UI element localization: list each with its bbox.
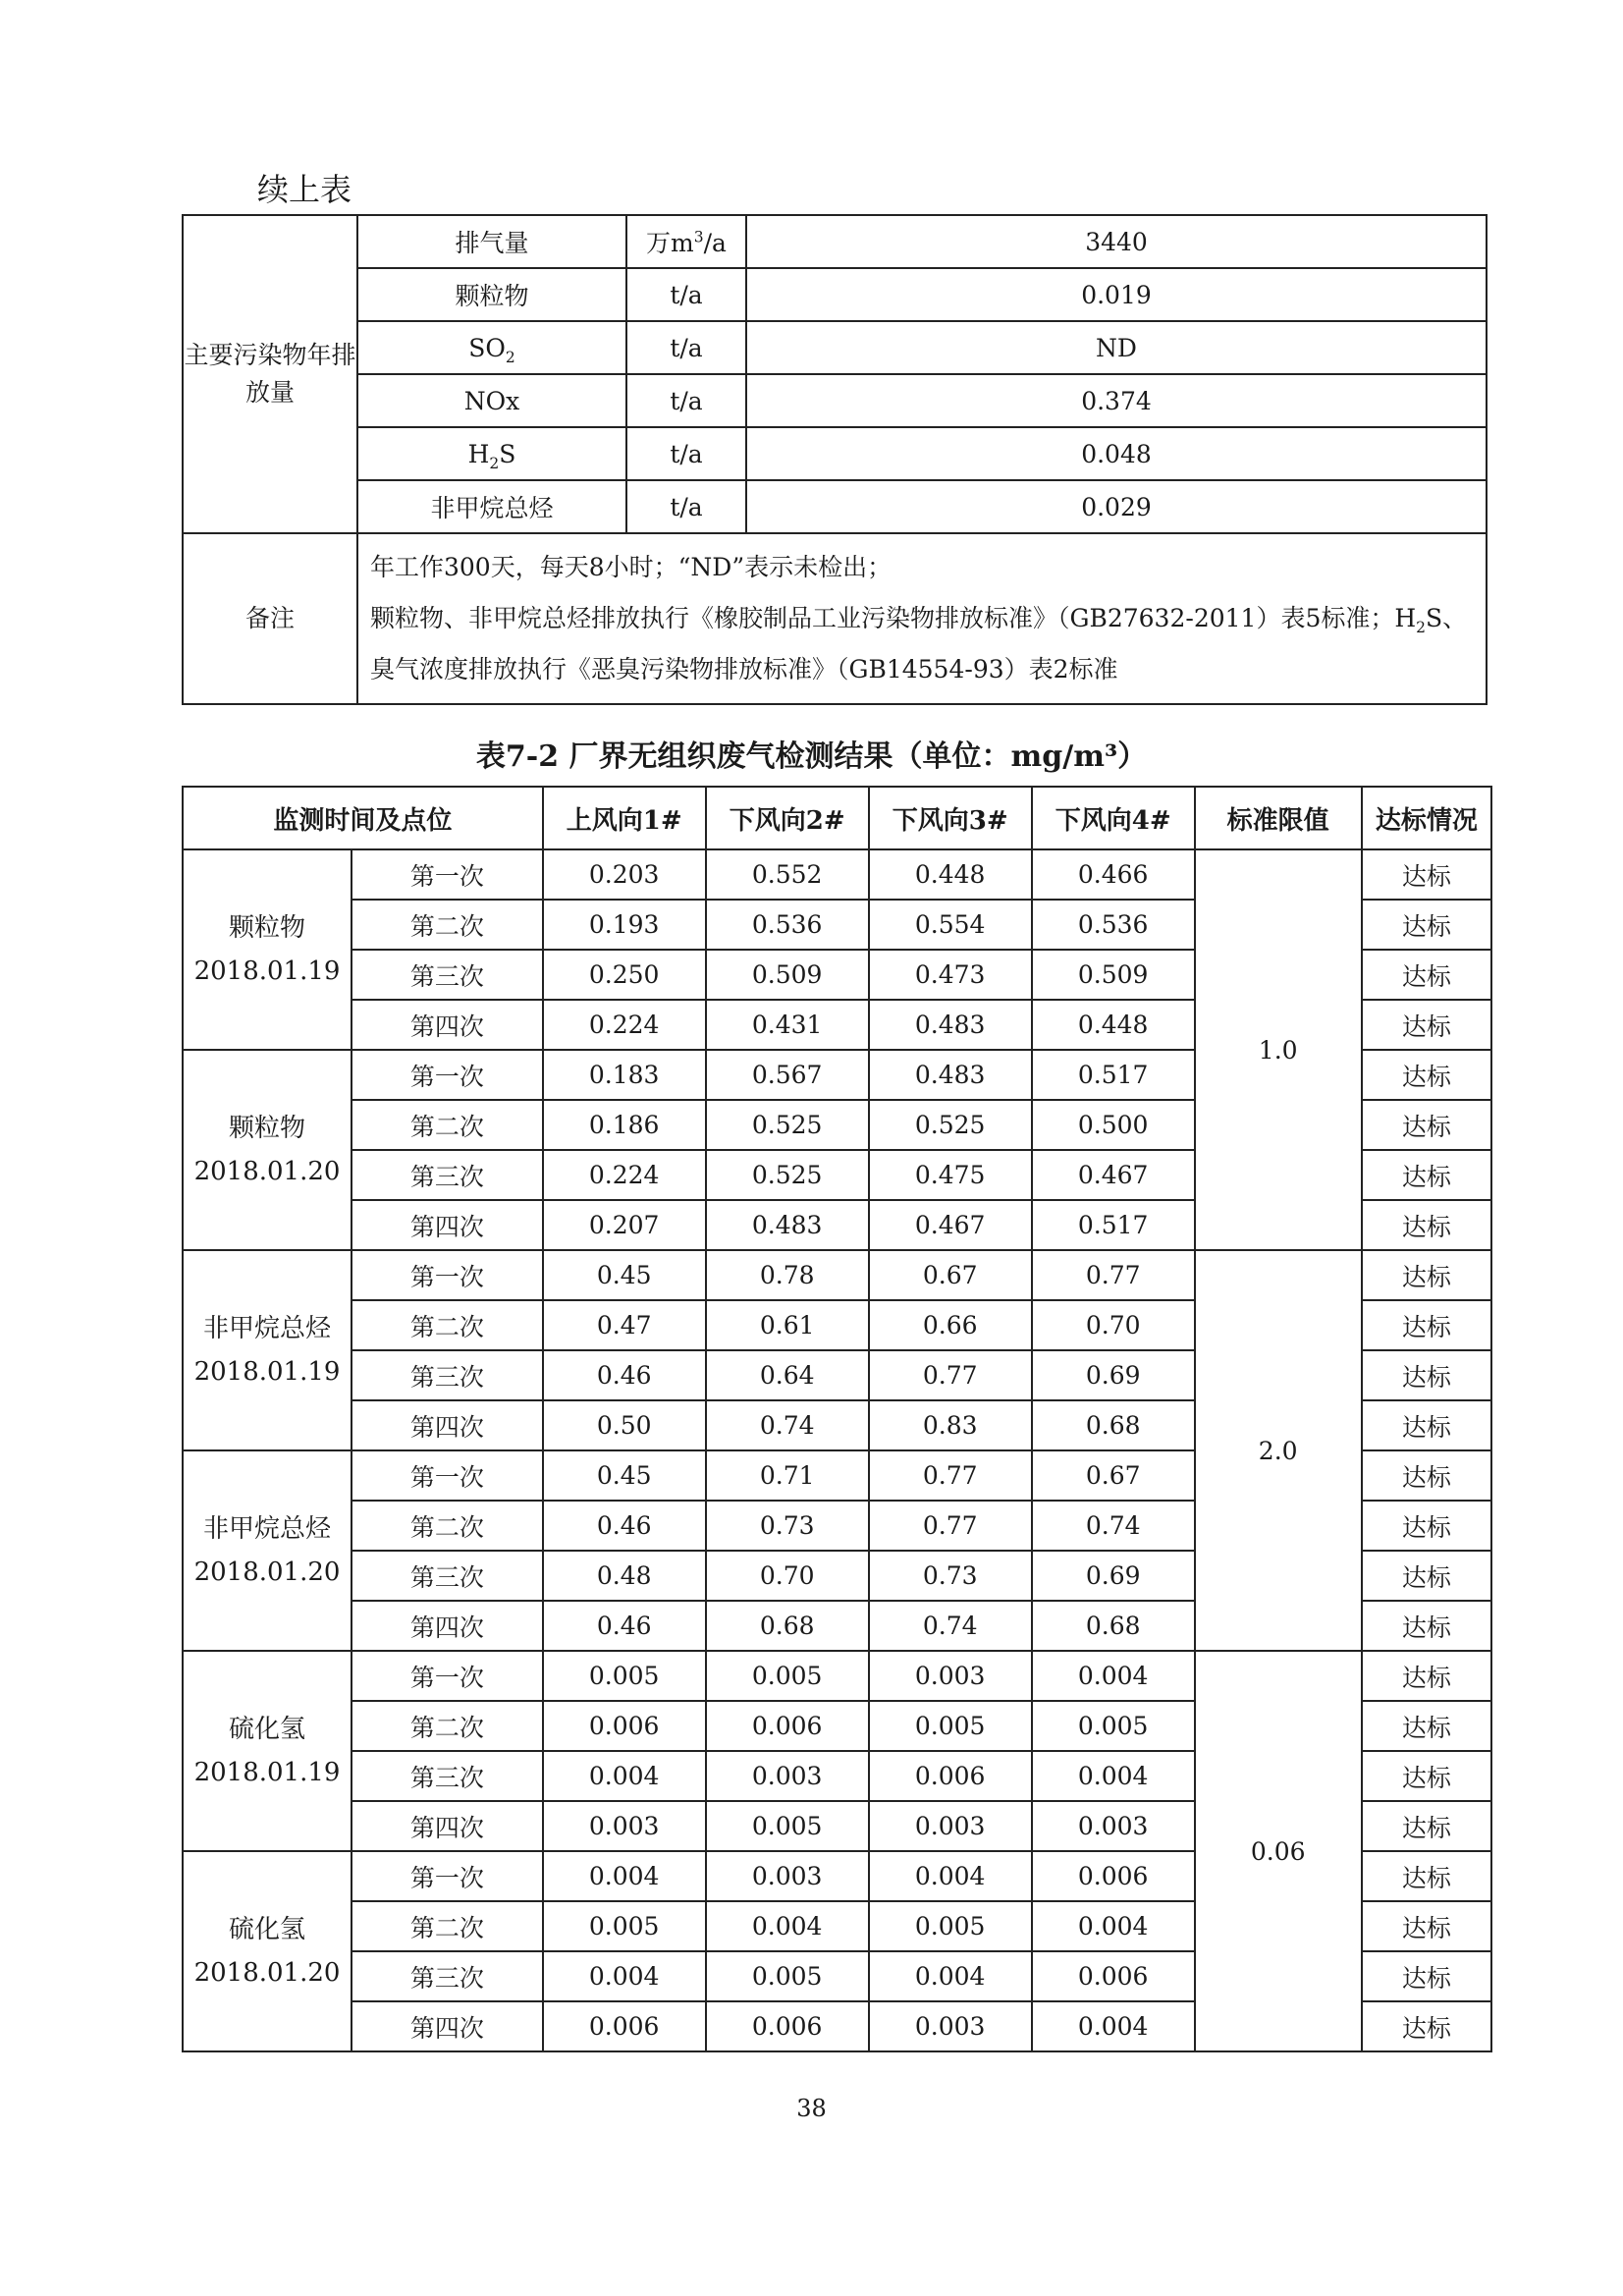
emission-unit: t/a <box>626 374 746 427</box>
measurement-value: 0.006 <box>706 1701 869 1751</box>
measurement-value: 0.005 <box>1032 1701 1195 1751</box>
measurement-value: 0.69 <box>1032 1350 1195 1400</box>
measurement-value: 0.224 <box>543 1000 706 1050</box>
header-downwind-3: 下风向3# <box>869 787 1032 849</box>
measurement-value: 0.006 <box>543 2001 706 2051</box>
emission-value: 3440 <box>746 215 1487 268</box>
measurement-value: 0.003 <box>1032 1801 1195 1851</box>
emission-item: NOx <box>357 374 626 427</box>
emission-item: $SO_2$ <box>357 321 626 374</box>
compliance-status: 达标 <box>1362 1951 1491 2001</box>
measurement-value: 0.74 <box>869 1601 1032 1651</box>
measurement-value: 0.552 <box>706 849 869 900</box>
measurement-value: 0.500 <box>1032 1100 1195 1150</box>
measurement-value: 0.004 <box>1032 2001 1195 2051</box>
measurement-value: 0.004 <box>869 1951 1032 2001</box>
measurement-value: 0.567 <box>706 1050 869 1100</box>
measurement-value: 0.525 <box>706 1150 869 1200</box>
run-label: 第四次 <box>352 2001 543 2051</box>
measurement-value: 0.77 <box>869 1501 1032 1551</box>
compliance-status: 达标 <box>1362 1501 1491 1551</box>
measurement-value: 0.224 <box>543 1150 706 1200</box>
compliance-status: 达标 <box>1362 1551 1491 1601</box>
emission-unit: t/a <box>626 321 746 374</box>
measurement-value: 0.006 <box>1032 1851 1195 1901</box>
emission-unit: t/a <box>626 427 746 480</box>
measurement-value: 0.183 <box>543 1050 706 1100</box>
emission-row <box>183 427 1487 480</box>
measurement-value: 0.74 <box>706 1400 869 1450</box>
measurement-value: 0.466 <box>1032 849 1195 900</box>
measurement-value: 0.47 <box>543 1300 706 1350</box>
run-label: 第二次 <box>352 1501 543 1551</box>
measurement-value: 0.006 <box>869 1751 1032 1801</box>
measurement-value: 0.517 <box>1032 1200 1195 1250</box>
measurement-value: 0.78 <box>706 1250 869 1300</box>
compliance-status: 达标 <box>1362 1701 1491 1751</box>
measurement-value: 0.70 <box>1032 1300 1195 1350</box>
notes-section <box>183 533 1487 704</box>
measurement-value: 0.536 <box>1032 900 1195 950</box>
run-label: 第四次 <box>352 1801 543 1851</box>
compliance-status: 达标 <box>1362 1100 1491 1150</box>
measurement-value: 0.525 <box>706 1100 869 1150</box>
compliance-status: 达标 <box>1362 1200 1491 1250</box>
run-label: 第一次 <box>352 1250 543 1300</box>
compliance-status: 达标 <box>1362 1350 1491 1400</box>
run-label: 第三次 <box>352 1951 543 2001</box>
measurement-value: 0.48 <box>543 1551 706 1601</box>
run-label: 第二次 <box>352 900 543 950</box>
emission-value: 0.048 <box>746 427 1487 480</box>
emissions-table <box>182 214 1488 705</box>
measurement-value: 0.67 <box>869 1250 1032 1300</box>
measurement-value: 0.003 <box>543 1801 706 1851</box>
measurement-value: 0.006 <box>706 2001 869 2051</box>
measurement-value: 0.004 <box>543 1951 706 2001</box>
measurement-value: 0.004 <box>543 1851 706 1901</box>
measurement-value: 0.50 <box>543 1400 706 1450</box>
measurement-value: 0.536 <box>706 900 869 950</box>
measurement-value: 0.517 <box>1032 1050 1195 1100</box>
measurement-value: 0.005 <box>706 1951 869 2001</box>
group-label: 颗粒物 2018.01.19 <box>183 849 352 1050</box>
measurement-value: 0.77 <box>1032 1250 1195 1300</box>
measurement-value: 0.006 <box>543 1701 706 1751</box>
measurement-value: 0.004 <box>869 1851 1032 1901</box>
continued-table-label: 续上表 <box>257 171 352 208</box>
emission-unit: t/a <box>626 268 746 321</box>
run-label: 第一次 <box>352 1851 543 1901</box>
measurement-value: 0.004 <box>1032 1751 1195 1801</box>
compliance-status: 达标 <box>1362 900 1491 950</box>
measurement-value: 0.66 <box>869 1300 1032 1350</box>
measurement-value: 0.45 <box>543 1250 706 1300</box>
run-label: 第一次 <box>352 849 543 900</box>
run-label: 第二次 <box>352 1901 543 1951</box>
measurement-value: 0.83 <box>869 1400 1032 1450</box>
compliance-status: 达标 <box>1362 1400 1491 1450</box>
header-compliance: 达标情况 <box>1362 787 1491 849</box>
measurement-value: 0.004 <box>706 1901 869 1951</box>
table-row <box>183 1250 1491 1300</box>
compliance-status: 达标 <box>1362 1651 1491 1701</box>
run-label: 第二次 <box>352 1701 543 1751</box>
compliance-status: 达标 <box>1362 1250 1491 1300</box>
emission-row <box>183 321 1487 374</box>
measurement-value: 0.005 <box>543 1901 706 1951</box>
group-label: 硫化氢 2018.01.20 <box>183 1851 352 2051</box>
measurement-value: 0.004 <box>1032 1651 1195 1701</box>
measurement-value: 0.003 <box>869 2001 1032 2051</box>
table-row <box>183 849 1491 900</box>
measurement-value: 0.68 <box>1032 1601 1195 1651</box>
measurement-value: 0.475 <box>869 1150 1032 1200</box>
header-standard-limit: 标准限值 <box>1195 787 1362 849</box>
measurement-value: 0.73 <box>869 1551 1032 1601</box>
run-label: 第四次 <box>352 1000 543 1050</box>
measurement-value: 0.250 <box>543 950 706 1000</box>
fugitive-gas-results-table <box>182 786 1492 2052</box>
emission-row <box>183 480 1487 533</box>
measurement-value: 0.46 <box>543 1350 706 1400</box>
measurement-value: 0.005 <box>869 1701 1032 1751</box>
measurement-value: 0.005 <box>543 1651 706 1701</box>
emission-row <box>183 268 1487 321</box>
measurement-value: 0.68 <box>1032 1400 1195 1450</box>
emissions-section-label: 主要污染物年排放量 <box>183 215 357 533</box>
run-label: 第二次 <box>352 1300 543 1350</box>
emission-value: 0.019 <box>746 268 1487 321</box>
standard-limit: 2.0 <box>1195 1250 1362 1651</box>
measurement-value: 0.483 <box>869 1000 1032 1050</box>
emission-value: 0.029 <box>746 480 1487 533</box>
run-label: 第一次 <box>352 1651 543 1701</box>
run-label: 第一次 <box>352 1050 543 1100</box>
measurement-value: 0.005 <box>869 1901 1032 1951</box>
compliance-status: 达标 <box>1362 1751 1491 1801</box>
compliance-status: 达标 <box>1362 1000 1491 1050</box>
table-7-2-title: 表7-2 厂界无组织废气检测结果（单位：mg/m³） <box>475 739 1148 774</box>
compliance-status: 达标 <box>1362 1150 1491 1200</box>
measurement-value: 0.46 <box>543 1501 706 1551</box>
header-upwind-1: 上风向1# <box>543 787 706 849</box>
emission-value: ND <box>746 321 1487 374</box>
measurement-value: 0.193 <box>543 900 706 950</box>
measurement-value: 0.448 <box>869 849 1032 900</box>
group-label: 非甲烷总烃 2018.01.19 <box>183 1250 352 1450</box>
header-downwind-2: 下风向2# <box>706 787 869 849</box>
run-label: 第二次 <box>352 1100 543 1150</box>
compliance-status: 达标 <box>1362 849 1491 900</box>
measurement-value: 0.61 <box>706 1300 869 1350</box>
header-downwind-4: 下风向4# <box>1032 787 1195 849</box>
run-label: 第三次 <box>352 1150 543 1200</box>
measurement-value: 0.77 <box>869 1450 1032 1501</box>
standard-limit: 1.0 <box>1195 849 1362 1250</box>
measurement-value: 0.74 <box>1032 1501 1195 1551</box>
measurement-value: 0.483 <box>706 1200 869 1250</box>
notes-line-1: 年工作300天，每天8小时；“ND”表示未检出； <box>370 553 893 581</box>
measurement-value: 0.005 <box>706 1651 869 1701</box>
measurement-value: 0.473 <box>869 950 1032 1000</box>
table-row <box>183 1651 1491 1701</box>
run-label: 第三次 <box>352 950 543 1000</box>
measurement-value: 0.45 <box>543 1450 706 1501</box>
emission-item: 排气量 <box>357 215 626 268</box>
measurement-value: 0.525 <box>869 1100 1032 1150</box>
measurement-value: 0.64 <box>706 1350 869 1400</box>
results-body <box>183 849 1491 2051</box>
measurement-value: 0.73 <box>706 1501 869 1551</box>
emission-item: 颗粒物 <box>357 268 626 321</box>
measurement-value: 0.003 <box>706 1851 869 1901</box>
group-label: 非甲烷总烃 2018.01.20 <box>183 1450 352 1651</box>
compliance-status: 达标 <box>1362 2001 1491 2051</box>
compliance-status: 达标 <box>1362 1050 1491 1100</box>
emission-item: 非甲烷总烃 <box>357 480 626 533</box>
run-label: 第三次 <box>352 1751 543 1801</box>
run-label: 第四次 <box>352 1400 543 1450</box>
compliance-status: 达标 <box>1362 1300 1491 1350</box>
emission-unit: t/a <box>626 480 746 533</box>
emission-row <box>183 374 1487 427</box>
measurement-value: 0.006 <box>1032 1951 1195 2001</box>
page-number: 38 <box>796 2095 827 2122</box>
notes-text <box>357 533 1487 704</box>
emissions-table-body <box>183 215 1487 533</box>
group-label: 硫化氢 2018.01.19 <box>183 1651 352 1851</box>
measurement-value: 0.003 <box>869 1801 1032 1851</box>
standard-limit: 0.06 <box>1195 1651 1362 2051</box>
run-label: 第一次 <box>352 1450 543 1501</box>
run-label: 第四次 <box>352 1601 543 1651</box>
measurement-value: 0.509 <box>1032 950 1195 1000</box>
measurement-value: 0.483 <box>869 1050 1032 1100</box>
notes-row <box>183 533 1487 704</box>
measurement-value: 0.68 <box>706 1601 869 1651</box>
compliance-status: 达标 <box>1362 1801 1491 1851</box>
measurement-value: 0.004 <box>543 1751 706 1801</box>
measurement-value: 0.004 <box>1032 1901 1195 1951</box>
measurement-value: 0.554 <box>869 900 1032 950</box>
measurement-value: 0.77 <box>869 1350 1032 1400</box>
table-header-row <box>183 787 1491 849</box>
notes-label: 备注 <box>183 533 357 704</box>
measurement-value: 0.186 <box>543 1100 706 1150</box>
measurement-value: 0.67 <box>1032 1450 1195 1501</box>
measurement-value: 0.005 <box>706 1801 869 1851</box>
compliance-status: 达标 <box>1362 1901 1491 1951</box>
notes-line-2: 颗粒物、非甲烷总烃排放执行《橡胶制品工业污染物排放标准》（GB27632-2011）表5标准；$H_2S$、臭气浓度排放执行《恶臭污染物排放标准》（GB14554-93）表2标准 <box>370 604 1468 683</box>
measurement-value: 0.467 <box>1032 1150 1195 1200</box>
measurement-value: 0.003 <box>869 1651 1032 1701</box>
measurement-value: 0.207 <box>543 1200 706 1250</box>
compliance-status: 达标 <box>1362 1450 1491 1501</box>
run-label: 第三次 <box>352 1551 543 1601</box>
measurement-value: 0.203 <box>543 849 706 900</box>
compliance-status: 达标 <box>1362 950 1491 1000</box>
header-time-location: 监测时间及点位 <box>183 787 543 849</box>
measurement-value: 0.46 <box>543 1601 706 1651</box>
compliance-status: 达标 <box>1362 1851 1491 1901</box>
emission-row <box>183 215 1487 268</box>
emission-value: 0.374 <box>746 374 1487 427</box>
measurement-value: 0.467 <box>869 1200 1032 1250</box>
measurement-value: 0.71 <box>706 1450 869 1501</box>
measurement-value: 0.69 <box>1032 1551 1195 1601</box>
measurement-value: 0.448 <box>1032 1000 1195 1050</box>
measurement-value: 0.509 <box>706 950 869 1000</box>
measurement-value: 0.431 <box>706 1000 869 1050</box>
run-label: 第三次 <box>352 1350 543 1400</box>
emission-unit: 万$m^3/a$ <box>626 215 746 268</box>
run-label: 第四次 <box>352 1200 543 1250</box>
measurement-value: 0.003 <box>706 1751 869 1801</box>
measurement-value: 0.70 <box>706 1551 869 1601</box>
compliance-status: 达标 <box>1362 1601 1491 1651</box>
emission-item: $H_2S$ <box>357 427 626 480</box>
group-label: 颗粒物 2018.01.20 <box>183 1050 352 1250</box>
